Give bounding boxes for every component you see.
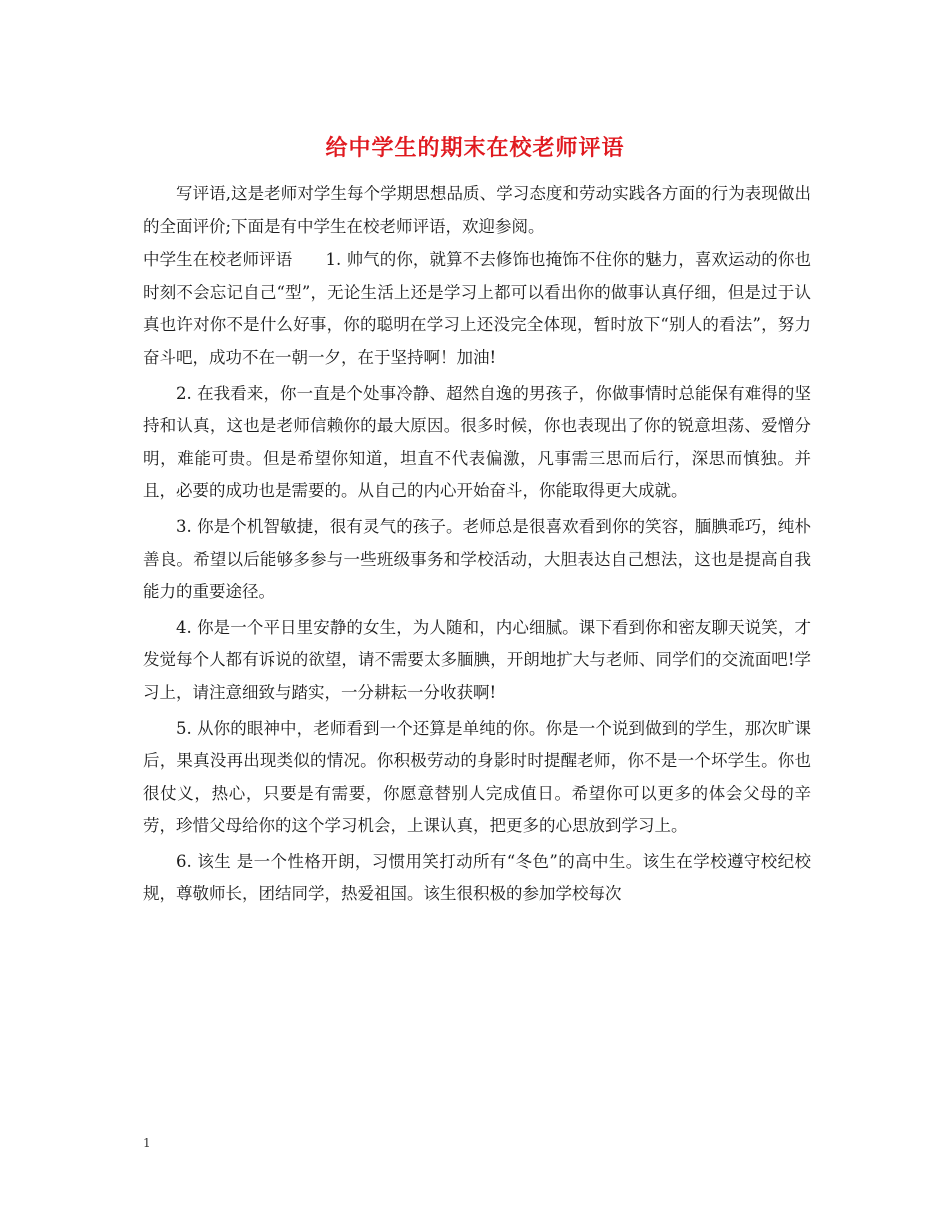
- intro-paragraph: 写评语,这是老师对学生每个学期思想品质、学习态度和劳动实践各方面的行为表现做出的全面评价;下面是有中学生在校老师评语，欢迎参阅。: [143, 184, 811, 236]
- page-number: 1: [143, 1136, 151, 1150]
- comment-paragraph-5: 5. 从你的眼神中，老师看到一个还算是单纯的你。你是一个说到做到的学生，那次旷课后，果真没再出现类似的情况。你积极劳动的身影时时提醒老师，你不是一个坏学生。你也很仗义，热心，只要是有需要，你愿意替别人完成值日。希望你可以更多的体会父母的辛劳，珍惜父母给你的这个学习机会，上课认真，把更多的心思放到学习上。: [143, 718, 811, 836]
- document-title: 给中学生的期末在校老师评语: [325, 135, 625, 161]
- comment-paragraph-3: 3. 你是个机智敏捷，很有灵气的孩子。老师总是很喜欢看到你的笑容，腼腆乖巧，纯朴善良。希望以后能够多参与一些班级事务和学校活动，大胆表达自己想法，这也是提高自我能力的重要途径。: [143, 516, 811, 602]
- comment-paragraph-2: 2. 在我看来，你一直是个处事冷静、超然自逸的男孩子，你做事情时总能保有难得的坚持和认真，这也是老师信赖你的最大原因。很多时候，你也表现出了你的锐意坦荡、爱憎分明，难能可贵。但是希望你知道，坦直不代表偏激，凡事需三思而后行，深思而慎独。并且，必要的成功也是需要的。从自己的内心开始奋斗，你能取得更大成就。: [143, 383, 811, 501]
- comment-paragraph-4: 4. 你是一个平日里安静的女生，为人随和，内心细腻。课下看到你和密友聊天说笑，才发觉每个人都有诉说的欲望，请不需要太多腼腆，开朗地扩大与老师、同学们的交流面吧!学习上，请注意细致与踏实，一分耕耘一分收获啊!: [143, 617, 811, 702]
- document-body: [143, 178, 811, 911]
- comment-paragraph-6: 6. 该生 是一个性格开朗，习惯用笑打动所有“冬色”的高中生。该生在学校遵守校纪校规，尊敬师长，团结同学，热爱祖国。该生很积极的参加学校每次: [143, 851, 811, 904]
- comment-paragraph-1: 中学生在校老师评语 1. 帅气的你，就算不去修饰也掩饰不住你的魅力，喜欢运动的你也时刻不会忘记自己“型”，无论生活上还是学习上都可以看出你的做事认真仔细，但是过于认真也许对你不是什么好事，你的聪明在学习上还没完全体现，暂时放下“别人的看法”，努力奋斗吧，成功不在一朝一夕，在于坚持啊！加油!: [143, 250, 811, 367]
